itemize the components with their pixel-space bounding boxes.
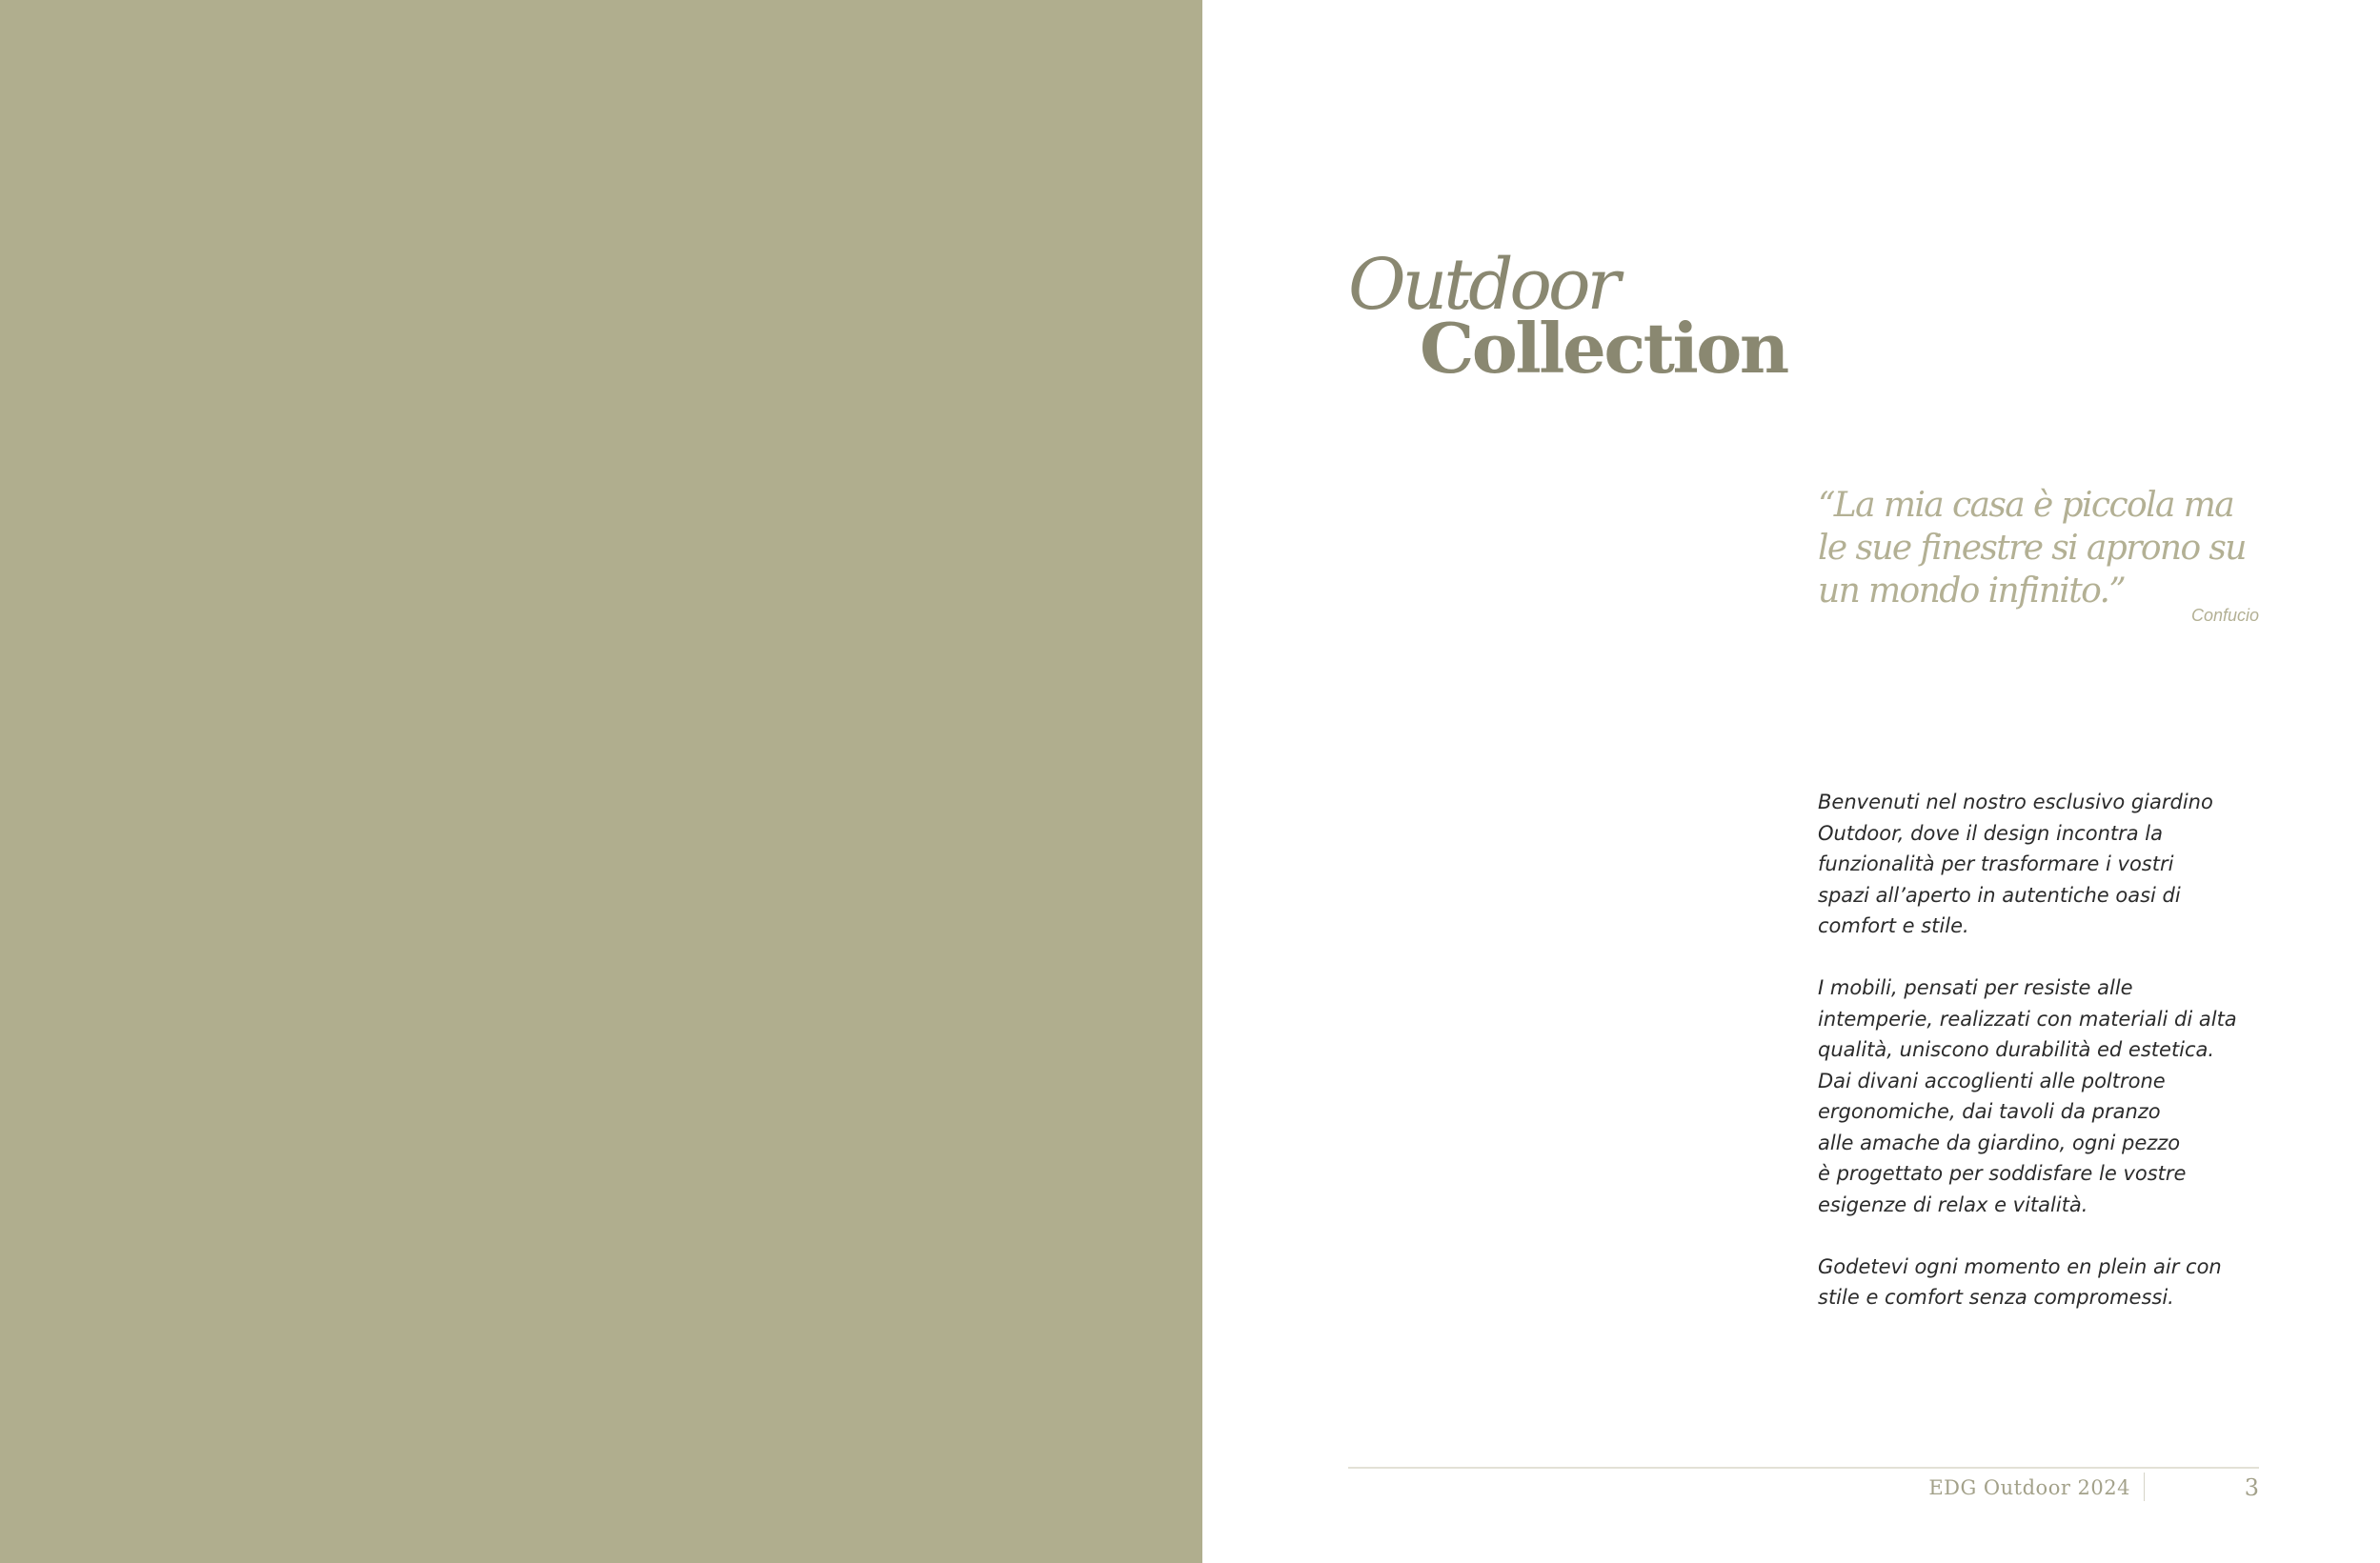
body-paragraph: Godetevi ogni momento en plein air con stile e comfort senza compromessi.: [1818, 1254, 2222, 1309]
quote-text: “La mia casa è piccola ma le sue finestre si aprono su un mondo infinito.”: [1818, 486, 2246, 611]
intro-body: [1818, 787, 2275, 1344]
title-line-collection: Collection: [1420, 308, 1787, 389]
footer-label: EDG Outdoor 2024: [1928, 1476, 2130, 1499]
body-paragraph: Benvenuti nel nostro esclusivo giardino Outdoor, dove il design incontra la funzionalità per trasformare i vostri spazi all’aperto in autentiche oasi di comfort e stile.: [1818, 791, 2213, 937]
page-number: 3: [2244, 1474, 2259, 1501]
footer-vertical-divider: [2144, 1473, 2145, 1501]
body-paragraph: I mobili, pensati per resiste alle intemperie, realizzati con materiali di alta qualità, uniscono durabilità ed estetica. Dai divani accoglienti alle poltrone ergonomiche, dai tavoli da pranzo alle amache da giardino, ogni pezzo è progettato per soddisfare le vostre esigenze di relax e vitalità.: [1818, 976, 2237, 1216]
footer-divider-line: [1348, 1467, 2259, 1469]
quote-author: Confucio: [2190, 606, 2259, 625]
title-line-outdoor: Outdoor: [1348, 244, 1617, 326]
